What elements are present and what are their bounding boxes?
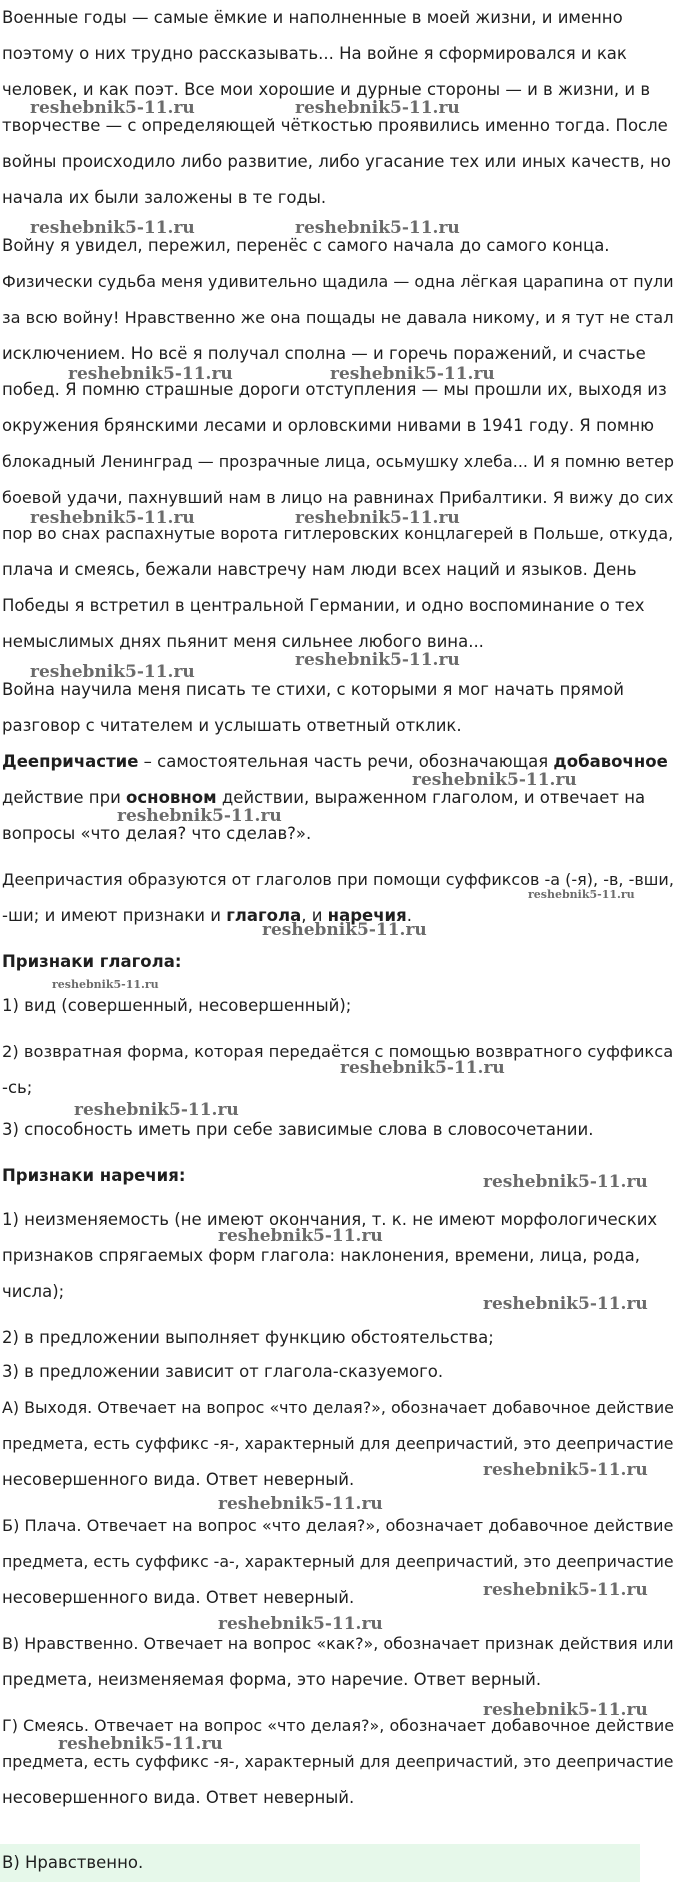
definition-line: вопросы «что делая? что сделав?». bbox=[2, 824, 312, 843]
watermark: reshebnik5-11.ru bbox=[330, 364, 495, 384]
watermark: reshebnik5-11.ru bbox=[483, 1460, 648, 1480]
watermark: reshebnik5-11.ru bbox=[74, 1100, 239, 1120]
definition-term: Деепричастие bbox=[2, 752, 139, 771]
verb-signs-heading: Признаки глагола: bbox=[2, 952, 182, 971]
watermark: reshebnik5-11.ru bbox=[295, 650, 460, 670]
essay-line: исключением. Но всё я получал сполна — и горечь поражений, и счастье bbox=[2, 344, 646, 363]
watermark: reshebnik5-11.ru bbox=[295, 508, 460, 528]
essay-line: Военные годы — самые ёмкие и наполненные в моей жизни, и именно bbox=[2, 8, 623, 27]
essay-line: человек, и как поэт. Все мои хорошие и дурные стороны — и в жизни, и в bbox=[2, 80, 651, 99]
watermark: reshebnik5-11.ru bbox=[30, 218, 195, 238]
formation-line: Деепричастия образуются от глаголов при помощи суффиксов -а (-я), -в, -вши, bbox=[2, 870, 674, 889]
watermark: reshebnik5-11.ru bbox=[483, 1700, 648, 1720]
watermark: reshebnik5-11.ru bbox=[295, 218, 460, 238]
verb-sign-item: -сь; bbox=[2, 1078, 33, 1097]
watermark: reshebnik5-11.ru bbox=[483, 1172, 648, 1192]
essay-line: поэтому о них трудно рассказывать... На войне я сформировался и как bbox=[2, 44, 627, 63]
watermark: reshebnik5-11.ru bbox=[483, 1580, 648, 1600]
watermark: reshebnik5-11.ru bbox=[68, 364, 233, 384]
essay-line: окружения брянскими лесами и орловскими нивами в 1941 году. Я помню bbox=[2, 416, 655, 435]
answer-text: В) Нравственно. bbox=[2, 1853, 144, 1872]
essay-line: за всю войну! Нравственно же она пощады не давала никому, и я тут не стал bbox=[2, 308, 674, 327]
adverb-sign-item: 3) в предложении зависит от глагола-сказуемого. bbox=[2, 1362, 444, 1381]
analysis-line: несовершенного вида. Ответ неверный. bbox=[2, 1588, 355, 1607]
analysis-line: предмета, есть суффикс -я-, характерный для деепричастий, это деепричастие bbox=[2, 1434, 674, 1453]
analysis-line: Г) Смеясь. Отвечает на вопрос «что делая?», обозначает добавочное действие bbox=[2, 1716, 675, 1735]
verb-sign-item: 2) возвратная форма, которая передаётся с помощью возвратного суффикса bbox=[2, 1042, 674, 1061]
analysis-line: В) Нравственно. Отвечает на вопрос «как?», обозначает признак действия или bbox=[2, 1634, 674, 1653]
watermark: reshebnik5-11.ru bbox=[117, 806, 282, 826]
analysis-line: несовершенного вида. Ответ неверный. bbox=[2, 1788, 355, 1807]
answer-box bbox=[0, 1844, 640, 1882]
essay-line: Война научила меня писать те стихи, с которыми я мог начать прямой bbox=[2, 680, 624, 699]
formation-line: -ши; и имеют признаки и глагола, и наречия. bbox=[2, 906, 412, 925]
essay-line: творчестве — с определяющей чёткостью проявились именно тогда. После bbox=[2, 116, 668, 135]
watermark: reshebnik5-11.ru bbox=[218, 1226, 383, 1246]
watermark: reshebnik5-11.ru bbox=[30, 508, 195, 528]
adverb-sign-item: признаков спрягаемых форм глагола: наклонения, времени, лица, рода, bbox=[2, 1246, 641, 1265]
watermark: reshebnik5-11.ru bbox=[262, 920, 427, 940]
definition-line: Деепричастие – самостоятельная часть речи, обозначающая добавочное bbox=[2, 752, 668, 771]
watermark: reshebnik5-11.ru bbox=[58, 1734, 223, 1754]
essay-line: начала их были заложены в те годы. bbox=[2, 188, 327, 207]
essay-line: разговор с читателем и услышать ответный отклик. bbox=[2, 716, 462, 735]
adverb-sign-item: числа); bbox=[2, 1282, 65, 1301]
watermark: reshebnik5-11.ru bbox=[412, 770, 577, 790]
essay-line: Физически судьба меня удивительно щадила — одна лёгкая царапина от пули bbox=[2, 272, 674, 291]
essay-line: боевой удачи, пахнувший нам в лицо на равнинах Прибалтики. Я вижу до сих bbox=[2, 488, 674, 507]
essay-line: блокадный Ленинград — прозрачные лица, осьмушку хлеба... И я помню ветер bbox=[2, 452, 674, 471]
essay-line: Победы я встретил в центральной Германии, и одно воспоминание о тех bbox=[2, 596, 645, 615]
essay-line: немыслимых днях пьянит меня сильнее любого вина... bbox=[2, 632, 484, 651]
definition-line: действие при основном действии, выраженном глаголом, и отвечает на bbox=[2, 788, 646, 807]
analysis-line: А) Выходя. Отвечает на вопрос «что делая?», обозначает добавочное действие bbox=[2, 1398, 674, 1417]
watermark: reshebnik5-11.ru bbox=[295, 98, 460, 118]
watermark: reshebnik5-11.ru bbox=[30, 98, 195, 118]
adverb-signs-heading: Признаки наречия: bbox=[2, 1166, 186, 1185]
watermark: reshebnik5-11.ru bbox=[218, 1494, 383, 1514]
watermark: reshebnik5-11.ru bbox=[30, 662, 195, 682]
analysis-line: предмета, есть суффикс -я-, характерный для деепричастий, это деепричастие bbox=[2, 1752, 674, 1771]
analysis-line: предмета, неизменяемая форма, это наречие. Ответ верный. bbox=[2, 1670, 542, 1689]
essay-line: плача и смеясь, бежали навстречу нам люди всех наций и языков. День bbox=[2, 560, 637, 579]
verb-sign-item: 1) вид (совершенный, несовершенный); bbox=[2, 996, 352, 1015]
watermark: reshebnik5-11.ru bbox=[340, 1058, 505, 1078]
watermark: reshebnik5-11.ru bbox=[218, 1614, 383, 1634]
essay-line: побед. Я помню страшные дороги отступления — мы прошли их, выходя из bbox=[2, 380, 667, 399]
analysis-line: Б) Плача. Отвечает на вопрос «что делая?», обозначает добавочное действие bbox=[2, 1516, 674, 1535]
watermark: reshebnik5-11.ru bbox=[528, 888, 635, 901]
analysis-line: предмета, есть суффикс -а-, характерный для деепричастий, это деепричастие bbox=[2, 1552, 674, 1571]
adverb-sign-item: 1) неизменяемость (не имеют окончания, т. к. не имеют морфологических bbox=[2, 1210, 658, 1229]
essay-line: Войну я увидел, пережил, перенёс с самого начала до самого конца. bbox=[2, 236, 610, 255]
essay-line: войны происходило либо развитие, либо угасание тех или иных качеств, но bbox=[2, 152, 671, 171]
watermark: reshebnik5-11.ru bbox=[483, 1294, 648, 1314]
essay-line: пор во снах распахнутые ворота гитлеровских концлагерей в Польше, откуда, bbox=[2, 524, 674, 543]
analysis-line: несовершенного вида. Ответ неверный. bbox=[2, 1470, 355, 1489]
watermark: reshebnik5-11.ru bbox=[52, 978, 159, 991]
verb-sign-item: 3) способность иметь при себе зависимые слова в словосочетании. bbox=[2, 1120, 594, 1139]
adverb-sign-item: 2) в предложении выполняет функцию обстоятельства; bbox=[2, 1328, 494, 1347]
